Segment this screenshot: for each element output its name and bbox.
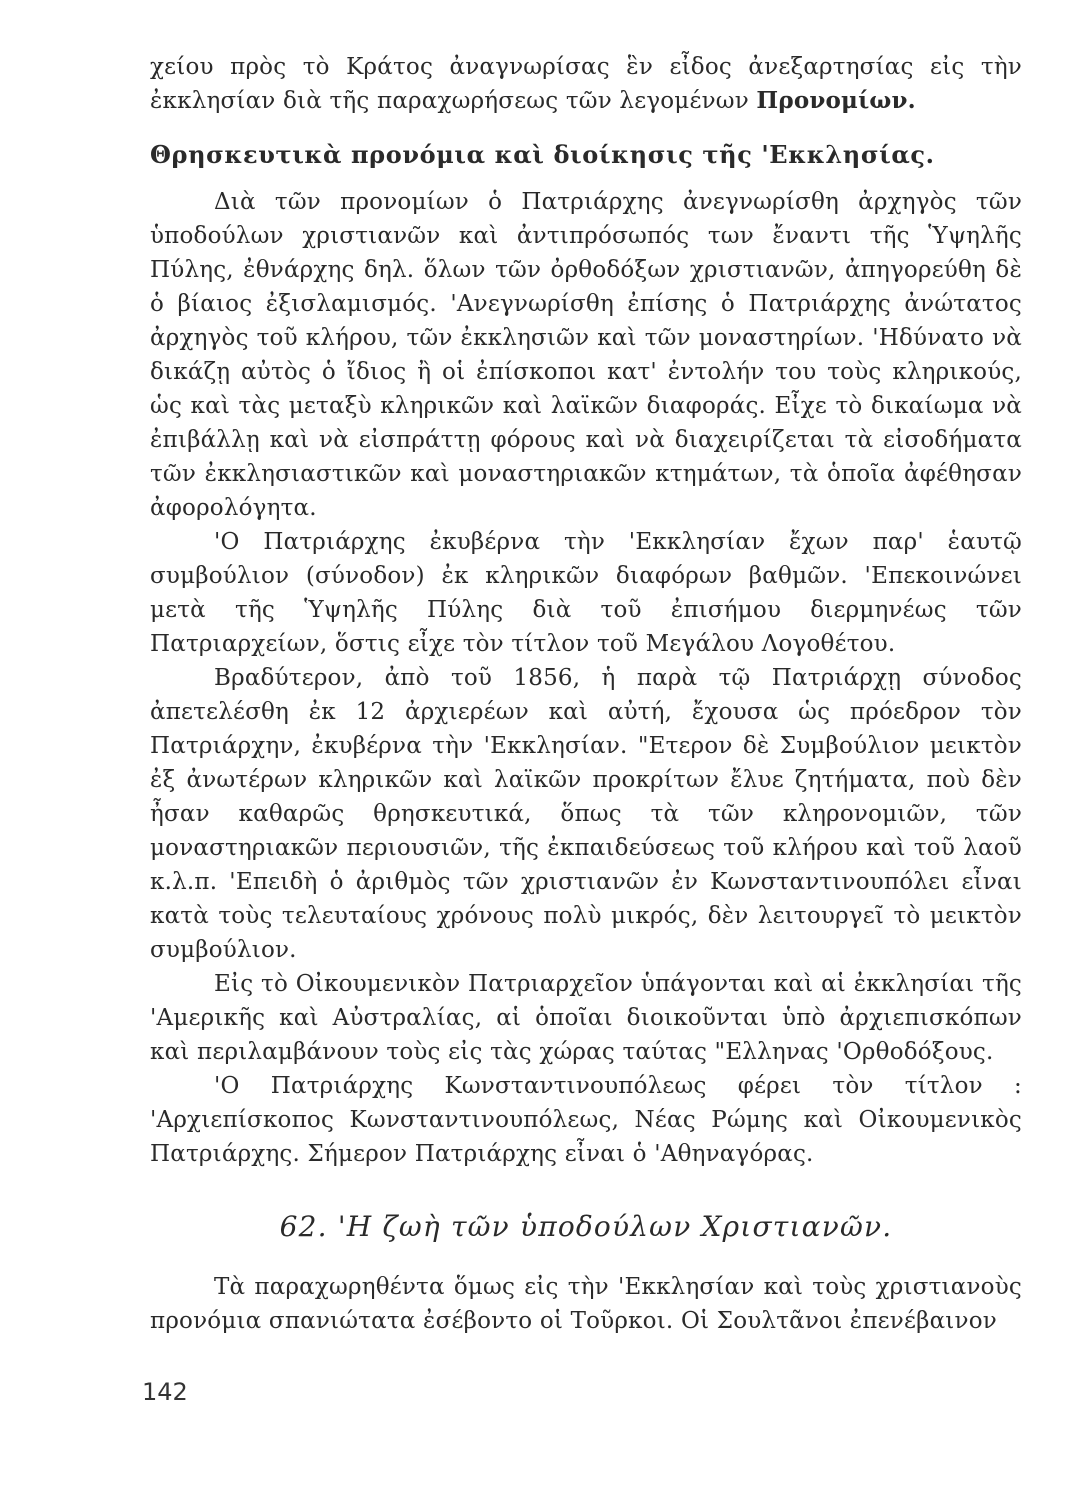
intro-text [150,50,1022,118]
intro-line: χείου πρὸς τὸ Κράτος ἀναγνωρίσας ἓν εἶδος ἀνεξαρτησίας εἰς τὴν ἐκκλησίαν διὰ τῆς παραχωρήσεως τῶν λεγομένων [150,54,1022,114]
paragraph-patriarch-title: 'Ο Πατριάρχης Κωνσταντινουπόλεως φέρει τὸν τίτλον : 'Αρχιεπίσκοπος Κωνσταντινουπόλεως, Νέας Ρώμης καὶ Οἰκουμενικὸς Πατριάρχης. Σήμερον Πατριάρχης εἶναι ὁ 'Αθηναγόρας. [150,1073,1022,1167]
paragraph-mixed-council: Βραδύτερον, ἀπὸ τοῦ 1856, ἡ παρὰ τῷ Πατριάρχῃ σύνοδος ἀπετελέσθη ἐκ 12 ἀρχιερέων καὶ αὐτή, ἔχουσα ὡς πρόεδρον τὸν Πατριάρχην, ἐκυβέρνα τὴν 'Εκκλησίαν. "Ετερον δὲ Συμβούλιον μεικτὸν ἐξ ἀνωτέρων κληρικῶν καὶ λαϊκῶν προκρίτων ἔλυε ζητήματα, ποὺ δὲν ἦσαν καθαρῶς θρησκευτικά, ὅπως τὰ τῶν κληρονομιῶν, τῶν μοναστηριακῶν περιουσιῶν, τῆς ἐκπαιδεύσεως τοῦ κλήρου καὶ τοῦ λαοῦ κ.λ.π. 'Επειδὴ ὁ ἀριθμὸς τῶν χριστιανῶν ἐν Κωνσταντινουπόλει εἶναι κατὰ τοὺς τελευταίους χρόνους πολὺ μικρός, δὲν λειτουργεῖ τὸ μεικτὸν συμβούλιον. [150,665,1022,963]
closing-paragraph: Τὰ παραχωρηθέντα ὅμως εἰς τὴν 'Εκκλησίαν καὶ τοὺς χριστιανοὺς προνόμια σπανιώτατα ἐσέβοντο οἱ Τοῦρκοι. Οἱ Σουλτᾶνοι ἐπενέβαινον [150,1274,1022,1334]
chapter-heading: 62. 'Η ζωὴ τῶν ὑποδούλων Χριστιανῶν. [279,1210,893,1243]
section-heading: Θρησκευτικὰ προνόμια καὶ διοίκησις τῆς 'Εκκλησίας. [150,140,935,169]
page-number: 142 [142,1378,188,1406]
paragraph-privileges: Διὰ τῶν προνομίων ὁ Πατριάρχης ἀνεγνωρίσθη ἀρχηγὸς τῶν ὑποδούλων χριστιανῶν καὶ ἀντιπρόσωπός των ἔναντι τῆς Ὑψηλῆς Πύλης, ἐθνάρχης δηλ. ὅλων τῶν ὀρθοδόξων χριστιανῶν, ἀπηγορεύθη δὲ ὁ βίαιος ἐξισλαμισμός. 'Ανεγνωρίσθη ἐπίσης ὁ Πατριάρχης ἀνώτατος ἀρχηγὸς τοῦ κλήρου, τῶν ἐκκλησιῶν καὶ τῶν μοναστηρίων. 'Ηδύνατο νὰ δικάζῃ αὐτὸς ὁ ἴδιος ἢ οἱ ἐπίσκοποι κατ' ἐντολήν του τοὺς κληρικούς, ὡς καὶ τὰς μεταξὺ κληρικῶν καὶ λαϊκῶν διαφοράς. Εἶχε τὸ δικαίωμα νὰ ἐπιβάλλῃ καὶ νὰ εἰσπράττῃ φόρους καὶ νὰ διαχειρίζεται τὰ εἰσοδήματα τῶν ἐκκλησιαστικῶν καὶ μοναστηριακῶν κτημάτων, τὰ ὁποῖα ἀφέθησαν ἀφορολόγητα. [150,189,1022,521]
paragraph-america-australia: Εἰς τὸ Οἰκουμενικὸν Πατριαρχεῖον ὑπάγονται καὶ αἱ ἐκκλησίαι τῆς 'Αμερικῆς καὶ Αὐστραλίας, αἱ ὁποῖαι διοικοῦνται ὑπὸ ἀρχιεπισκόπων καὶ περιλαμβάνουν τοὺς εἰς τὰς χώρας ταύτας "Ελληνας 'Ορθοδόξους. [150,971,1022,1065]
intro-paragraph [150,50,1022,118]
main-text [150,185,1022,1171]
chapter-text [150,1270,1022,1338]
privileges-term: Προνομίων. [756,87,916,114]
paragraph-synod: 'Ο Πατριάρχης ἐκυβέρνα τὴν 'Εκκλησίαν ἔχων παρ' ἑαυτῷ συμβούλιον (σύνοδον) ἐκ κληρικῶν διαφόρων βαθμῶν. 'Επεκοινώνει μετὰ τῆς Ὑψηλῆς Πύλης διὰ τοῦ ἐπισήμου διερμηνέως τῶν Πατριαρχείων, ὅστις εἶχε τὸν τίτλον τοῦ Μεγάλου Λογοθέτου. [150,529,1022,657]
